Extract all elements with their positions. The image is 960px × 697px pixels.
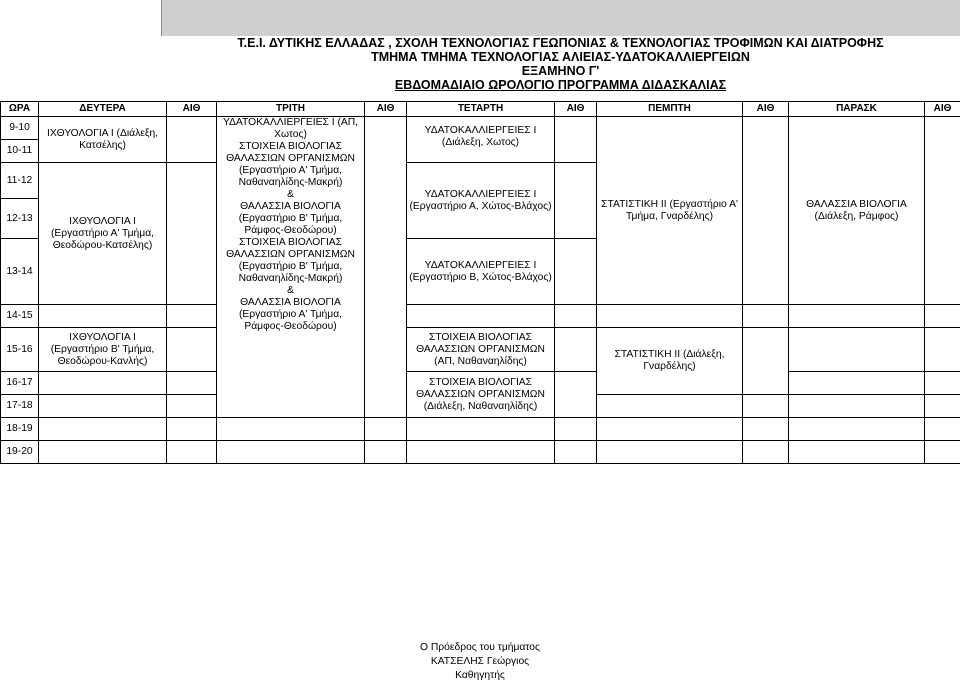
room-cell bbox=[167, 372, 217, 395]
room-cell bbox=[167, 395, 217, 418]
room-cell bbox=[925, 117, 960, 305]
room-cell bbox=[743, 305, 789, 328]
course-cell bbox=[39, 163, 167, 305]
room-cell bbox=[555, 163, 597, 239]
col-header-thursday: ΠΕΜΠΤΗ bbox=[597, 102, 743, 117]
course-cell bbox=[597, 117, 743, 305]
room-cell bbox=[365, 441, 407, 464]
room-cell bbox=[925, 418, 960, 441]
room-cell bbox=[167, 305, 217, 328]
room-cell bbox=[555, 418, 597, 441]
col-header-friday: ΠΑΡΑΣΚ bbox=[789, 102, 925, 117]
hour-cell: 14-15 bbox=[1, 305, 39, 328]
course-text: ΘΑΛΑΣΣΙΑ ΒΙΟΛΟΓΙΑ (Εργαστήριο Α' Τμήμα, Ράμφος-Θεοδώρου) bbox=[238, 297, 343, 332]
course-cell bbox=[407, 305, 555, 328]
room-cell bbox=[925, 328, 960, 372]
course-cell bbox=[597, 418, 743, 441]
course-cell bbox=[407, 239, 555, 305]
hour-cell: 12-13 bbox=[1, 199, 39, 239]
course-cell bbox=[789, 395, 925, 418]
course-text: ΥΔΑΤΟΚΑΛΛΙΕΡΓΕΙΕΣ Ι (Εργαστήριο Α, Χώτος-Βλάχος) bbox=[409, 188, 552, 212]
hour-cell: 10-11 bbox=[1, 140, 39, 163]
signatory-title: Καθηγητής bbox=[455, 670, 505, 681]
hour-cell: 16-17 bbox=[1, 372, 39, 395]
room-cell bbox=[925, 395, 960, 418]
course-cell bbox=[597, 328, 743, 395]
course-cell bbox=[597, 441, 743, 464]
room-cell bbox=[925, 372, 960, 395]
room-cell bbox=[743, 328, 789, 395]
course-cell bbox=[789, 117, 925, 305]
header-row bbox=[1, 102, 960, 117]
col-header-room: ΑΙΘ bbox=[925, 102, 960, 117]
course-cell bbox=[789, 441, 925, 464]
hour-cell: 19-20 bbox=[1, 441, 39, 464]
course-text: ΣΤΟΙΧΕΙΑ ΒΙΟΛΟΓΙΑΣ ΘΑΛΑΣΣΙΩΝ ΟΡΓΑΝΙΣΜΩΝ (Εργαστήριο Α' Τμήμα, Ναθαναηλίδης-Μακρή) bbox=[226, 141, 355, 188]
hour-cell: 15-16 bbox=[1, 328, 39, 372]
room-cell bbox=[555, 441, 597, 464]
course-cell bbox=[407, 441, 555, 464]
course-text: ΥΔΑΤΟΚΑΛΛΙΕΡΓΕΙΕΣ Ι (ΑΠ, Χωτος) bbox=[222, 117, 359, 140]
course-text: ΙΧΘΥΟΛΟΓΙΑ Ι (Εργαστήριο Α' Τμήμα, Θεοδώρου-Κατσέλης) bbox=[50, 215, 155, 251]
room-cell bbox=[167, 441, 217, 464]
course-cell bbox=[407, 418, 555, 441]
col-header-monday: ΔΕΥΤΕΡΑ bbox=[39, 102, 167, 117]
room-cell bbox=[365, 117, 407, 418]
sheet-margin bbox=[0, 0, 161, 36]
course-text: ΘΑΛΑΣΣΙΑ ΒΙΟΛΟΓΙΑ (Διάλεξη, Ράμφος) bbox=[806, 198, 907, 222]
room-cell bbox=[365, 418, 407, 441]
room-cell bbox=[555, 305, 597, 328]
col-header-room: ΑΙΘ bbox=[167, 102, 217, 117]
course-cell bbox=[39, 117, 167, 163]
room-cell bbox=[555, 328, 597, 372]
course-cell bbox=[789, 305, 925, 328]
course-cell bbox=[407, 163, 555, 239]
course-cell bbox=[407, 372, 555, 418]
course-text: ΣΤΟΙΧΕΙΑ ΒΙΟΛΟΓΙΑΣ ΘΑΛΑΣΣΙΩΝ ΟΡΓΑΝΙΣΜΩΝ (ΑΠ, Ναθαναηλίδης) bbox=[416, 331, 545, 367]
schedule-title: ΕΒΔΟΜΑΔΙΑΙΟ ΩΡΟΛΟΓΙΟ ΠΡΟΓΡΑΜΜΑ ΔΙΔΑΣΚΑΛΙΑΣ bbox=[394, 78, 727, 92]
course-cell bbox=[407, 117, 555, 163]
course-text: ΣΤΑΤΙΣΤΙΚΗ ΙΙ (Διάλεξη, Γναρδέλης) bbox=[614, 349, 725, 372]
room-cell bbox=[925, 305, 960, 328]
col-header-room: ΑΙΘ bbox=[365, 102, 407, 117]
signature-block bbox=[300, 641, 660, 683]
course-cell bbox=[39, 328, 167, 372]
course-cell bbox=[217, 117, 365, 418]
signatory-role: Ο Πρόεδρος του τμήματος bbox=[420, 642, 540, 653]
time-row bbox=[1, 305, 960, 328]
room-cell bbox=[743, 418, 789, 441]
hour-cell: 13-14 bbox=[1, 239, 39, 305]
room-cell bbox=[555, 372, 597, 418]
col-header-hour: ΩΡΑ bbox=[1, 102, 39, 117]
course-cell bbox=[407, 328, 555, 372]
hour-cell: 17-18 bbox=[1, 395, 39, 418]
sheet-header-band bbox=[161, 0, 960, 36]
time-row bbox=[1, 441, 960, 464]
col-header-tuesday: ΤΡΙΤΗ bbox=[217, 102, 365, 117]
course-cell bbox=[39, 418, 167, 441]
course-cell bbox=[597, 305, 743, 328]
time-row bbox=[1, 372, 960, 395]
col-header-room: ΑΙΘ bbox=[743, 102, 789, 117]
course-text: & bbox=[287, 189, 294, 200]
hour-cell: 9-10 bbox=[1, 117, 39, 140]
course-text: ΥΔΑΤΟΚΑΛΛΙΕΡΓΕΙΕΣ Ι (Διάλεξη, Χωτος) bbox=[424, 125, 537, 148]
course-cell bbox=[39, 441, 167, 464]
course-cell bbox=[789, 328, 925, 372]
room-cell bbox=[555, 239, 597, 305]
room-cell bbox=[743, 395, 789, 418]
room-cell bbox=[743, 441, 789, 464]
course-text: ΙΧΘΥΟΛΟΓΙΑ Ι (Διάλεξη, Κατσέλης) bbox=[46, 127, 159, 151]
room-cell bbox=[167, 418, 217, 441]
col-header-room: ΑΙΘ bbox=[555, 102, 597, 117]
room-cell bbox=[167, 163, 217, 305]
timetable bbox=[0, 101, 960, 464]
col-header-wednesday: ΤΕΤΑΡΤΗ bbox=[407, 102, 555, 117]
course-cell bbox=[789, 418, 925, 441]
hour-cell: 18-19 bbox=[1, 418, 39, 441]
room-cell bbox=[167, 117, 217, 163]
institution-title: Τ.Ε.Ι. ΔΥΤΙΚΗΣ ΕΛΛΑΔΑΣ , ΣΧΟΛΗ ΤΕΧΝΟΛΟΓΙΑΣ ΓΕΩΠΟΝΙΑΣ & ΤΕΧΝΟΛΟΓΙΑΣ ΤΡΟΦΙΜΩΝ ΚΑΙ ΔΙΑΤΡΟΦΗΣ bbox=[237, 36, 884, 50]
course-cell bbox=[39, 372, 167, 395]
course-text: ΙΧΘΥΟΛΟΓΙΑ Ι (Εργαστήριο Β' Τμήμα, Θεοδώρου-Κανλής) bbox=[50, 331, 155, 367]
time-row bbox=[1, 418, 960, 441]
course-cell bbox=[597, 395, 743, 418]
time-row bbox=[1, 328, 960, 372]
course-text: ΥΔΑΤΟΚΑΛΛΙΕΡΓΕΙΕΣ Ι (Εργαστήριο Β, Χώτος-Βλάχος) bbox=[409, 259, 552, 283]
course-cell bbox=[39, 395, 167, 418]
course-text: ΣΤΟΙΧΕΙΑ ΒΙΟΛΟΓΙΑΣ ΘΑΛΑΣΣΙΩΝ ΟΡΓΑΝΙΣΜΩΝ (Διάλεξη, Ναθαναηλίδης) bbox=[416, 376, 545, 412]
header-titles bbox=[161, 36, 960, 92]
room-cell bbox=[555, 117, 597, 163]
time-row bbox=[1, 117, 960, 140]
room-cell bbox=[743, 117, 789, 305]
course-cell bbox=[39, 305, 167, 328]
room-cell bbox=[925, 441, 960, 464]
course-text: ΣΤΟΙΧΕΙΑ ΒΙΟΛΟΓΙΑΣ ΘΑΛΑΣΣΙΩΝ ΟΡΓΑΝΙΣΜΩΝ (Εργαστήριο Β' Τμήμα, Ναθαναηλίδης-Μακρή) bbox=[226, 237, 355, 284]
course-cell bbox=[217, 418, 365, 441]
course-text: ΣΤΑΤΙΣΤΙΚΗ ΙΙ (Εργαστήριο Α' Τμήμα, Γναρδέλης) bbox=[601, 198, 738, 222]
hour-cell: 11-12 bbox=[1, 163, 39, 199]
course-text: ΘΑΛΑΣΣΙΑ ΒΙΟΛΟΓΙΑ (Εργαστήριο Β' Τμήμα, Ράμφος-Θεοδώρου) bbox=[238, 201, 343, 236]
room-cell bbox=[167, 328, 217, 372]
signatory-name: ΚΑΤΣΕΛΗΣ Γεώργιος bbox=[430, 656, 530, 667]
course-text: & bbox=[287, 285, 294, 296]
course-cell bbox=[217, 441, 365, 464]
department-title: ΤΜΗΜΑ ΤΜΗΜΑ ΤΕΧΝΟΛΟΓΙΑΣ ΑΛΙΕΙΑΣ-ΥΔΑΤΟΚΑΛΛΙΕΡΓΕΙΩΝ bbox=[371, 50, 750, 64]
course-cell bbox=[789, 372, 925, 395]
semester-title: ΕΞΑΜΗΝΟ Γ' bbox=[521, 64, 600, 78]
